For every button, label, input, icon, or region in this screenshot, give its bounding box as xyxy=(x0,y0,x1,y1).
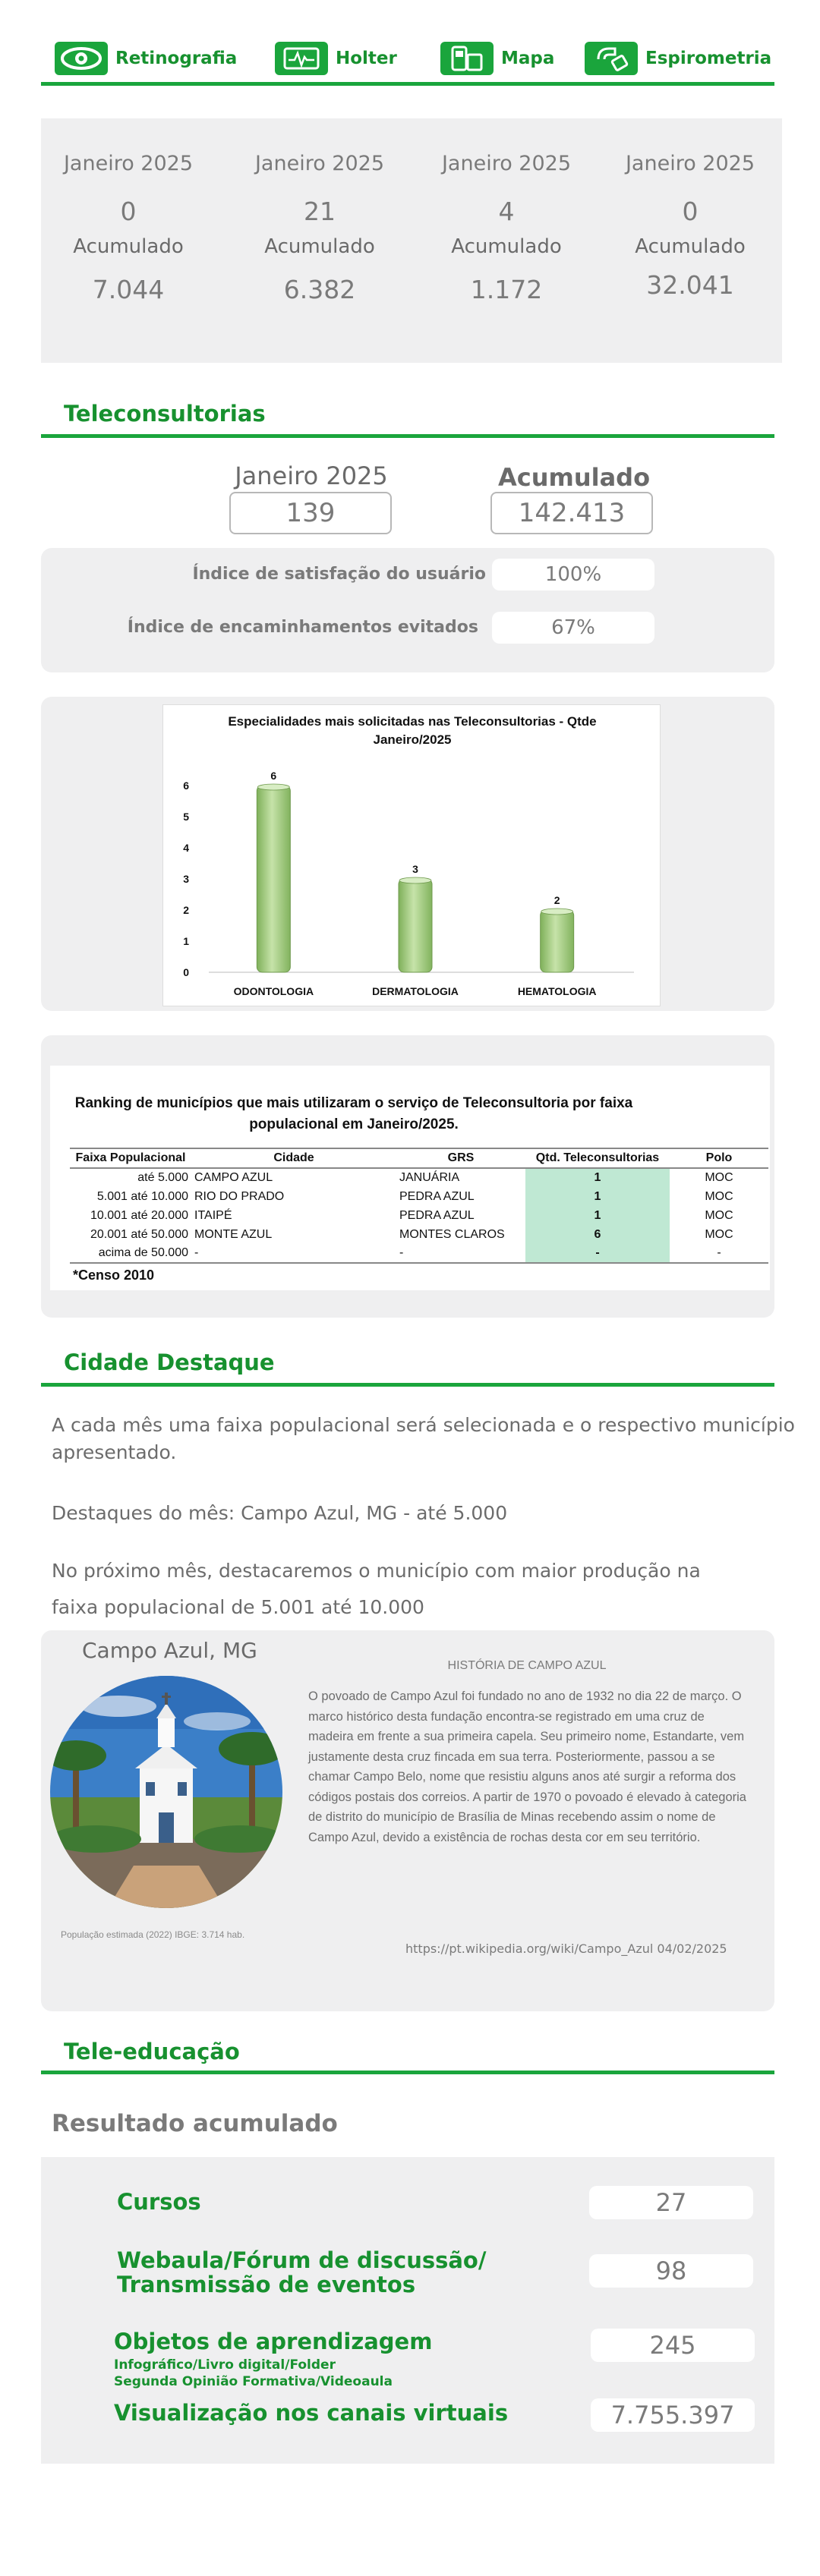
table-row xyxy=(70,1225,768,1244)
tc-acc-label: Acumulado xyxy=(497,463,651,492)
cell: 5.001 até 10.000 xyxy=(96,1189,188,1203)
month-value: 0 xyxy=(682,197,699,226)
tc-acc-value: 142.413 xyxy=(490,492,653,534)
acc-label: Acumulado xyxy=(635,235,746,258)
cell: 1 xyxy=(525,1187,670,1206)
col-header: Polo xyxy=(670,1148,768,1168)
acc-value: 32.041 xyxy=(646,270,734,300)
cidade-intro-line2: apresentado. xyxy=(52,1441,177,1463)
cidade-intro xyxy=(52,1412,795,1466)
col-header: Cidade xyxy=(191,1148,396,1168)
ecg-monitor-icon xyxy=(275,42,328,75)
acc-label: Acumulado xyxy=(264,235,375,258)
cell: - xyxy=(191,1244,396,1263)
nav-label: Mapa xyxy=(501,49,555,68)
eye-icon xyxy=(55,42,108,75)
acc-value: 6.382 xyxy=(283,275,356,304)
col-header: Faixa Populacional xyxy=(70,1148,191,1168)
ranking-footnote: *Censo 2010 xyxy=(73,1268,155,1283)
chart-title-line1: Especialidades mais solicitadas nas Teleconsultorias - Qtde xyxy=(228,714,597,729)
tc-period-value: 139 xyxy=(229,492,392,534)
cell: MONTE AZUL xyxy=(194,1227,273,1241)
bar-top-cap xyxy=(257,784,289,790)
section-title-teleeducacao: Tele-educação xyxy=(64,2039,240,2064)
data-label: 2 xyxy=(554,894,560,906)
satisfaction-label: Índice de satisfação do usuário xyxy=(192,565,486,584)
webaula-line1: Webaula/Fórum de discussão/ xyxy=(117,2247,487,2273)
divider xyxy=(41,1383,774,1387)
church-photo xyxy=(50,1676,282,1908)
bar-top-cap xyxy=(541,909,573,915)
month-value: 0 xyxy=(120,197,137,226)
y-tick-label: 2 xyxy=(183,904,189,916)
cell: RIO DO PRADO xyxy=(194,1189,285,1203)
city-name: Campo Azul, MG xyxy=(82,1638,257,1663)
cell: até 5.000 xyxy=(137,1171,188,1184)
table-row xyxy=(70,1187,768,1206)
history-title: HISTÓRIA DE CAMPO AZUL xyxy=(447,1659,607,1672)
cursos-label: Cursos xyxy=(117,2189,201,2215)
cidade-proximo-mes xyxy=(52,1553,701,1626)
month-value: 21 xyxy=(304,197,336,226)
section-title-teleconsultorias: Teleconsultorias xyxy=(64,401,266,427)
cell: MOC xyxy=(705,1208,733,1222)
resultado-acumulado: Resultado acumulado xyxy=(52,2110,338,2137)
acc-label: Acumulado xyxy=(73,235,184,258)
cidade-intro-line1: A cada mês uma faixa populacional será selecionada e o respectivo município xyxy=(52,1414,795,1436)
cell: MOC xyxy=(705,1227,733,1241)
period-label: Janeiro 2025 xyxy=(441,152,572,175)
webaula-value: 98 xyxy=(589,2254,753,2288)
blood-pressure-monitor-icon xyxy=(440,42,494,75)
x-tick-label: DERMATOLOGIA xyxy=(372,985,459,997)
nav-label: Espirometria xyxy=(645,49,772,68)
population-note: População estimada (2022) IBGE: 3.714 hab. xyxy=(61,1929,245,1940)
stat-holter xyxy=(232,152,407,304)
nav-retinografia[interactable] xyxy=(55,39,237,77)
ranking-title xyxy=(50,1093,658,1135)
bar-top-cap xyxy=(399,877,431,883)
cell: PEDRA AZUL xyxy=(399,1208,475,1222)
bar-odontologia xyxy=(257,786,290,972)
month-value: 4 xyxy=(498,197,515,226)
bar-chart xyxy=(163,705,661,1007)
nav-label: Holter xyxy=(336,49,397,68)
period-label: Janeiro 2025 xyxy=(63,152,194,175)
chart-title-line2: Janeiro/2025 xyxy=(373,732,452,747)
divider xyxy=(41,434,774,438)
cell: MOC xyxy=(705,1171,733,1184)
period-label: Janeiro 2025 xyxy=(625,152,755,175)
webaula-label xyxy=(117,2248,486,2297)
period-label: Janeiro 2025 xyxy=(254,152,385,175)
bar-dermatologia xyxy=(399,879,432,972)
section-title-cidade: Cidade Destaque xyxy=(64,1349,275,1375)
stat-espirometria xyxy=(603,152,777,300)
stat-retinografia xyxy=(41,152,216,304)
spirometer-icon xyxy=(585,42,638,75)
referrals-label: Índice de encaminhamentos evitados xyxy=(127,618,478,637)
objetos-sub2: Segunda Opinião Formativa/Videoaula xyxy=(114,2374,393,2389)
y-tick-label: 3 xyxy=(183,873,189,885)
cell: ITAIPÉ xyxy=(194,1208,232,1222)
cidade-next-line1: No próximo mês, destacaremos o município com maior produção na xyxy=(52,1560,701,1582)
col-header: GRS xyxy=(396,1148,525,1168)
y-tick-label: 1 xyxy=(183,935,189,947)
y-tick-label: 5 xyxy=(183,811,189,823)
cell: JANUÁRIA xyxy=(399,1171,460,1184)
data-label: 6 xyxy=(270,770,277,782)
acc-value: 1.172 xyxy=(470,275,543,304)
ranking-table-wrap xyxy=(70,1148,768,1264)
cell: - xyxy=(396,1244,525,1263)
cell: 20.001 até 50.000 xyxy=(90,1227,188,1241)
ranking-card xyxy=(50,1066,770,1290)
cell: 10.001 até 20.000 xyxy=(90,1208,188,1222)
source-link[interactable]: https://pt.wikipedia.org/wiki/Campo_Azul 04/02/2025 xyxy=(405,1941,727,1956)
table-header-row xyxy=(70,1148,768,1168)
cell: 1 xyxy=(525,1168,670,1187)
objetos-value: 245 xyxy=(591,2329,755,2362)
cidade-destaque-mes: Destaques do mês: Campo Azul, MG - até 5.000 xyxy=(52,1502,508,1524)
divider xyxy=(41,82,774,86)
x-tick-label: HEMATOLOGIA xyxy=(517,985,597,997)
satisfaction-value: 100% xyxy=(492,559,654,590)
cell: - xyxy=(670,1244,768,1263)
bar-hematologia xyxy=(541,910,574,972)
col-header: Qtd. Teleconsultorias xyxy=(525,1148,670,1168)
cell: acima de 50.000 xyxy=(70,1244,191,1263)
table-row xyxy=(70,1206,768,1225)
y-tick-label: 0 xyxy=(183,966,189,978)
cell: - xyxy=(525,1244,670,1263)
nav-holter[interactable] xyxy=(275,39,397,77)
cursos-value: 27 xyxy=(589,2186,753,2219)
y-tick-label: 4 xyxy=(183,842,189,854)
data-label: 3 xyxy=(412,863,418,875)
cell: 1 xyxy=(525,1206,670,1225)
table-row xyxy=(70,1244,768,1263)
nav-espirometria[interactable] xyxy=(585,39,771,77)
ranking-title-line2: populacional em Janeiro/2025. xyxy=(249,1116,459,1132)
cell: CAMPO AZUL xyxy=(194,1171,273,1184)
acc-value: 7.044 xyxy=(92,275,165,304)
stat-mapa xyxy=(419,152,594,304)
objetos-label: Objetos de aprendizagem xyxy=(114,2329,433,2354)
tc-period-label: Janeiro 2025 xyxy=(235,461,388,490)
ranking-table xyxy=(70,1148,768,1264)
cell: PEDRA AZUL xyxy=(399,1189,475,1203)
cell: 6 xyxy=(525,1225,670,1244)
cidade-next-line2: faixa populacional de 5.001 até 10.000 xyxy=(52,1596,424,1618)
nav-mapa[interactable] xyxy=(440,39,554,77)
nav-label: Retinografia xyxy=(115,49,238,68)
cell: MOC xyxy=(705,1189,733,1203)
views-label: Visualização nos canais virtuais xyxy=(114,2400,509,2426)
referrals-value: 67% xyxy=(492,612,654,644)
x-tick-label: ODONTOLOGIA xyxy=(233,985,314,997)
views-value: 7.755.397 xyxy=(591,2398,755,2432)
webaula-line2: Transmissão de eventos xyxy=(117,2272,416,2297)
history-text: O povoado de Campo Azul foi fundado no ano de 1932 no dia 22 de março. O marco histórico desta fundação encontra-se registrado em uma cruz de madeira em frente a sua primeira capela. Seu primeiro nome, Estandarte, vem justamente desta cruz fincada em sua terra. Posteriormente, passou a se chamar Campo Belo, nome que resistiu alguns anos até surgir a reforma dos códigos postais dos correios. A partir de 1970 o povoado é elevado à categoria de distrito do município de Brasília de Minas recebendo assim o nome de Campo Azul, devido a existência de rochas desta cor em seu território. xyxy=(308,1690,746,1844)
acc-label: Acumulado xyxy=(451,235,562,258)
ranking-title-line1: Ranking de municípios que mais utilizaram o serviço de Teleconsultoria por faixa xyxy=(74,1095,633,1111)
chart-card xyxy=(162,704,661,1006)
objetos-sub1: Infográfico/Livro digital/Folder xyxy=(114,2357,336,2373)
cell: MONTES CLAROS xyxy=(399,1227,505,1241)
table-row xyxy=(70,1168,768,1187)
y-tick-label: 6 xyxy=(183,779,189,792)
divider xyxy=(41,2071,774,2074)
